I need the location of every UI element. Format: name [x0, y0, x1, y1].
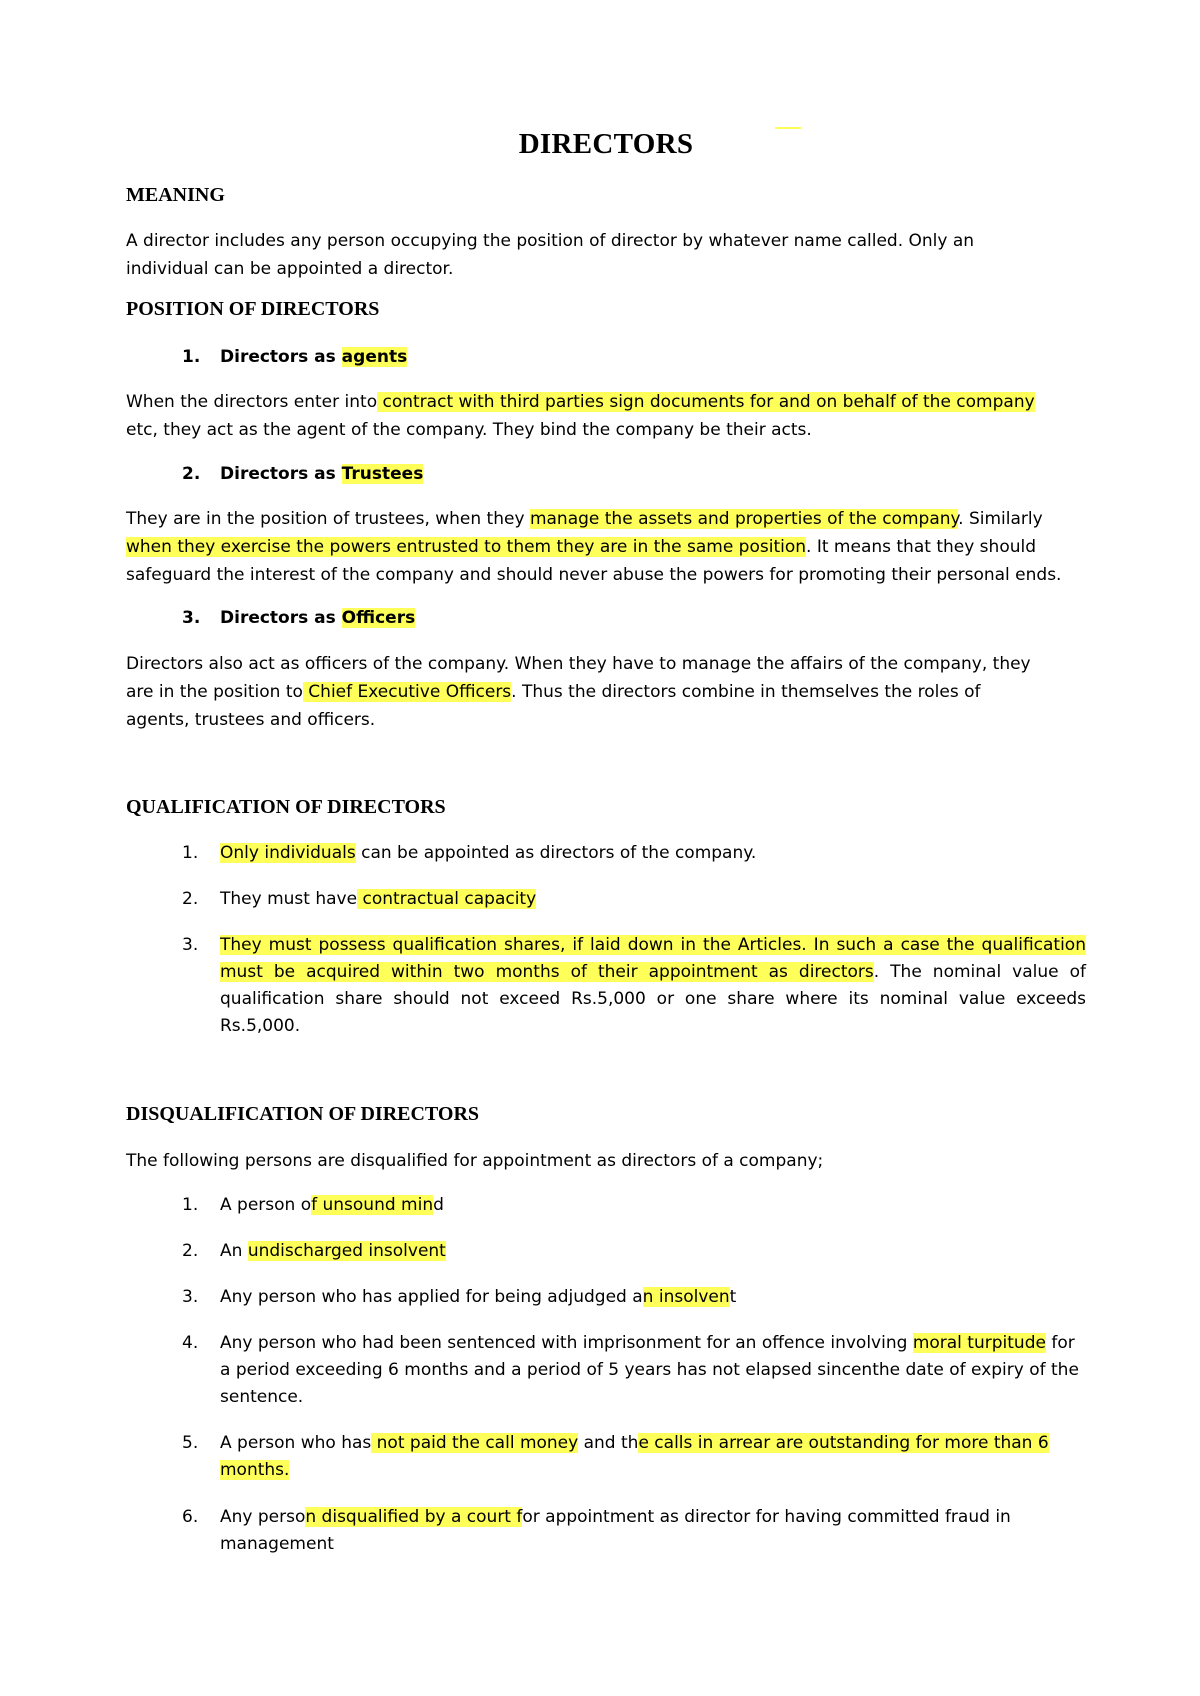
meaning-paragraph: [126, 227, 1086, 283]
agents-paragraph: [126, 388, 1086, 444]
meaning-line-1: A director includes any person occupying the position of director by whatever name called. Only an: [126, 231, 975, 251]
subheading-agents: [182, 343, 407, 371]
officers-line-2: are in the position to Chief Executive Officers. Thus the directors combine in themselves the roles of: [126, 682, 981, 702]
subheading-number: 3.: [182, 608, 201, 628]
highlight-text: Only individuals: [220, 843, 356, 863]
list-item: 2. They must have contractual capacity: [182, 886, 1086, 913]
list-number: 2.: [182, 889, 199, 909]
list-number: 3.: [182, 935, 199, 955]
list-item: 1. Only individuals can be appointed as directors of the company.: [182, 840, 1086, 867]
trustees-line-3: safeguard the interest of the company and should never abuse the powers for promoting their personal ends.: [126, 565, 1062, 585]
subheading-label: Directors as: [220, 347, 342, 367]
trustees-line-1: They are in the position of trustees, when they manage the assets and properties of the company. Similarly: [126, 509, 1043, 529]
agents-line-1: When the directors enter into contract with third parties sign documents for and on behalf of the company: [126, 392, 1035, 412]
list-item: 5. A person who has not paid the call money and the calls in arrear are outstanding for more than 6 months.: [182, 1430, 1086, 1484]
list-item: 1. A person of unsound mind: [182, 1192, 1086, 1219]
list-number: 1.: [182, 843, 199, 863]
highlight-text: contractual capacity: [357, 889, 537, 909]
list-number: 2.: [182, 1241, 199, 1261]
list-number: 6.: [182, 1507, 199, 1527]
subheading-label: Directors as: [220, 464, 342, 484]
meaning-line-2: individual can be appointed a director.: [126, 259, 454, 279]
subheading-officers: [182, 604, 415, 632]
trustees-paragraph: [126, 505, 1086, 589]
subheading-highlight: Trustees: [341, 464, 424, 484]
page-title: DIRECTORS: [518, 128, 694, 160]
highlight-text: They must possess qualification shares, if laid down in the Articles. In such a case the qualification must be acquired within two months of their appointment as directors: [220, 935, 1086, 982]
highlight-text: when they exercise the powers entrusted to them they are in the same position: [126, 537, 807, 557]
highlight-text: contract with third parties sign documents for and on behalf of the company: [377, 392, 1035, 412]
trustees-line-2: when they exercise the powers entrusted to them they are in the same position. It means that they should: [126, 537, 1037, 557]
subheading-number: 1.: [182, 347, 201, 367]
list-item: 4. Any person who had been sentenced with imprisonment for an offence involving moral turpitude for a period exceeding 6 months and a period of 5 years has not elapsed sincenthe date of expiry of the sentence.: [182, 1330, 1086, 1411]
highlight-text: n disqualified by a court f: [305, 1507, 523, 1527]
list-item: 3. They must possess qualification shares, if laid down in the Articles. In such a case the qualification must be acquired within two months of their appointment as directors. The nominal value of qualification share should not exceed Rs.5,000 or one share where its nominal value exceeds Rs.5,000.: [182, 932, 1086, 1040]
list-number: 5.: [182, 1433, 199, 1453]
list-number: 1.: [182, 1195, 199, 1215]
highlight-text: moral turpitude: [912, 1333, 1046, 1353]
list-item: 6. Any person disqualified by a court for appointment as director for having committed fraud in management: [182, 1504, 1086, 1558]
list-item: 3. Any person who has applied for being adjudged an insolvent: [182, 1284, 1086, 1311]
highlight-text: undischarged insolvent: [247, 1241, 446, 1261]
agents-line-2: etc, they act as the agent of the company. They bind the company be their acts.: [126, 420, 812, 440]
highlight-text: e calls in arrear are outstanding for more than 6 months.: [220, 1433, 1049, 1480]
officers-line-3: agents, trustees and officers.: [126, 710, 376, 730]
subheading-trustees: [182, 460, 423, 488]
highlight-text: manage the assets and properties of the company: [529, 509, 959, 529]
subheading-highlight: agents: [341, 347, 408, 367]
disqualification-intro: The following persons are disqualified for appointment as directors of a company;: [126, 1151, 824, 1171]
officers-line-1: Directors also act as officers of the company. When they have to manage the affairs of the company, they: [126, 654, 1031, 674]
subheading-number: 2.: [182, 464, 201, 484]
list-item: 2. An undischarged insolvent: [182, 1238, 1086, 1265]
heading-position: POSITION OF DIRECTORS: [126, 298, 380, 320]
subheading-highlight: Officers: [341, 608, 416, 628]
heading-meaning: MEANING: [126, 184, 225, 206]
heading-disqualification: DISQUALIFICATION OF DIRECTORS: [126, 1103, 480, 1125]
highlight-text: not paid the call money: [371, 1433, 579, 1453]
list-number: 3.: [182, 1287, 199, 1307]
heading-qualification: QUALIFICATION OF DIRECTORS: [126, 796, 446, 818]
highlight-text: Chief Executive Officers: [302, 682, 512, 702]
list-number: 4.: [182, 1333, 199, 1353]
subheading-label: Directors as: [220, 608, 342, 628]
highlight-text: f unsound min: [311, 1195, 434, 1215]
officers-paragraph: [126, 650, 1086, 734]
highlight-text: n insolven: [642, 1287, 730, 1307]
